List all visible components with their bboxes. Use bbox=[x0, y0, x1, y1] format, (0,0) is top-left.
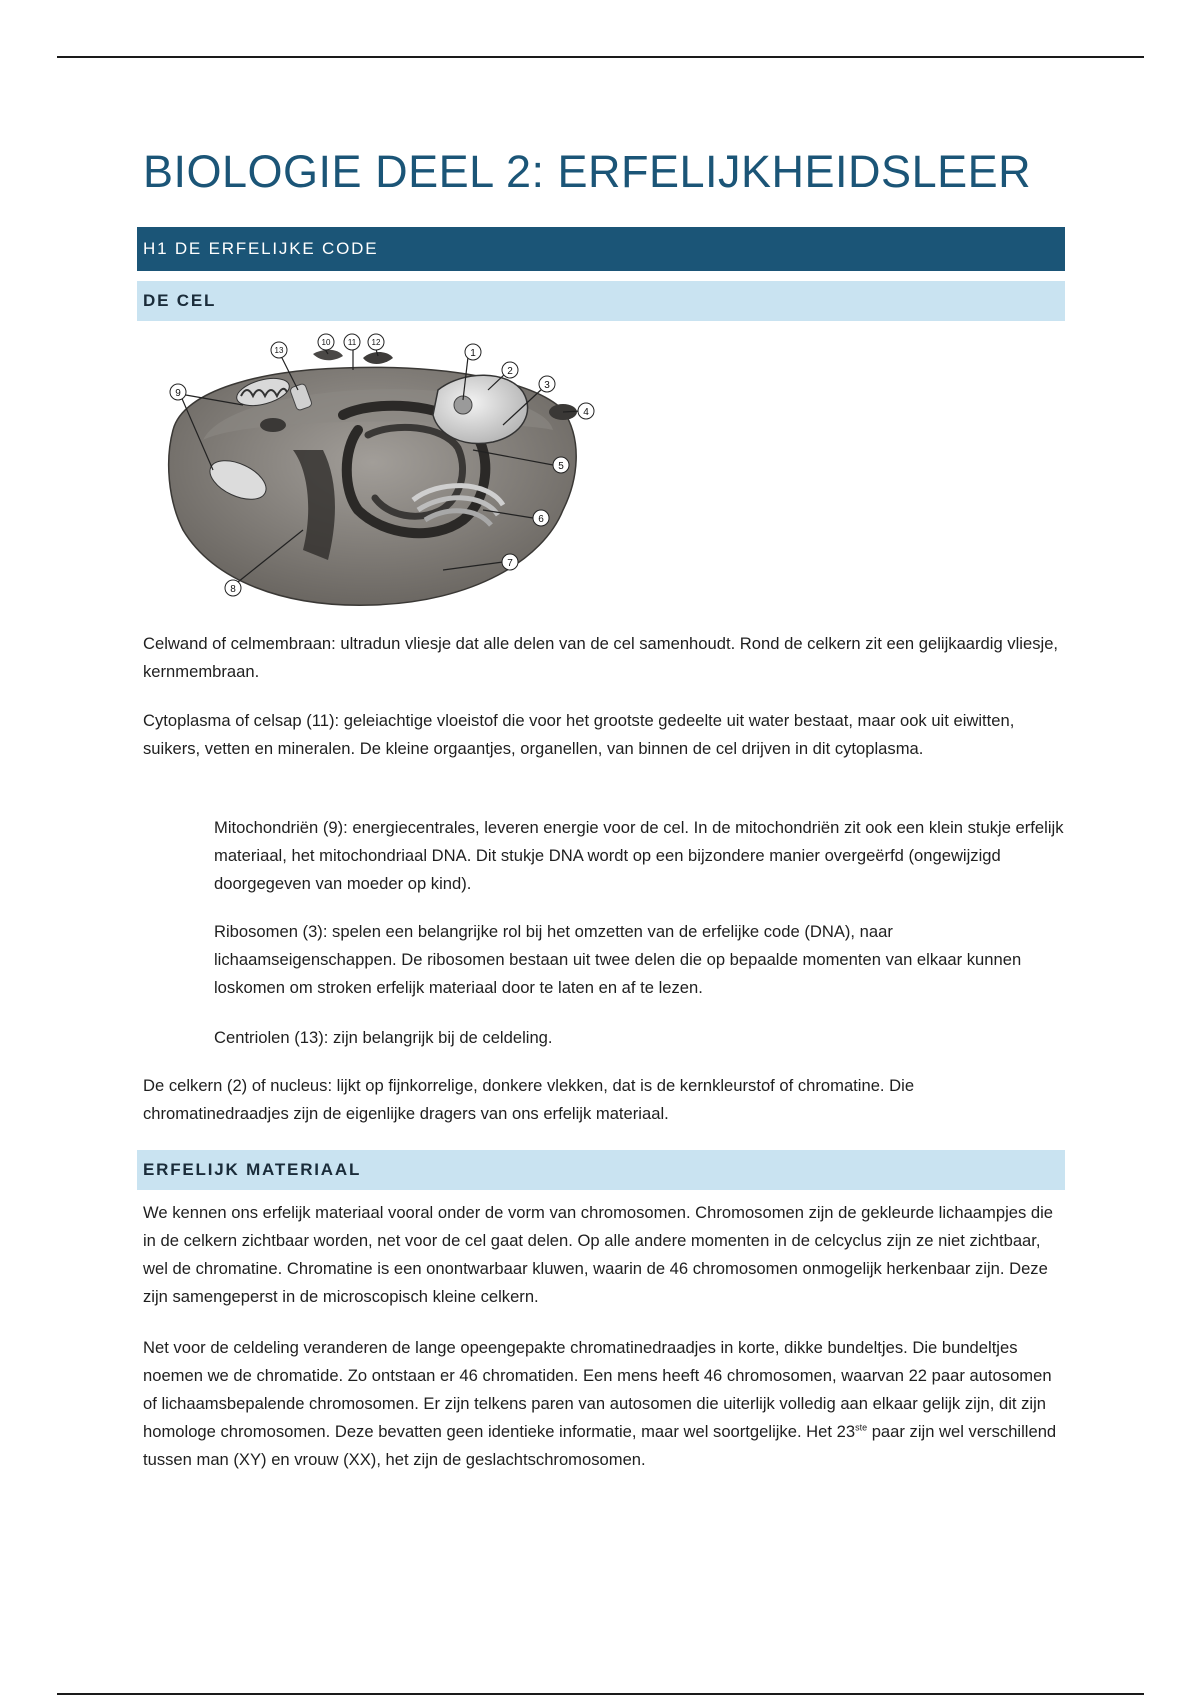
nucleus bbox=[433, 375, 528, 443]
figure-label: 7 bbox=[507, 558, 513, 569]
header-rule bbox=[57, 56, 1144, 58]
paragraph-celdeling bbox=[143, 1334, 1063, 1474]
figure-label: 6 bbox=[538, 514, 544, 525]
chapter-heading bbox=[137, 227, 1065, 271]
section-heading-cel bbox=[137, 281, 1065, 321]
chapter-heading-text: H1 DE ERFELIJKE CODE bbox=[143, 239, 379, 258]
paragraph-ribosomen: Ribosomen (3): spelen een belangrijke rol bij het omzetten van de erfelijke code (DNA), naar lichaamseigenschappen. De ribosomen bestaan uit twee delen die op bepaalde momenten van elkaar kunnen loskomen om stroken erfelijk materiaal door te laten en af te lezen. bbox=[214, 922, 1022, 997]
paragraph-celwand: Celwand of celmembraan: ultradun vliesje dat alle delen van de cel samenhoudt. Rond de celkern zit een gelijkaardig vliesje, kernmembraan. bbox=[143, 634, 1059, 681]
paragraph-celkern: De celkern (2) of nucleus: lijkt op fijnkorrelige, donkere vlekken, dat is de kernkleurstof of chromatine. Die chromatinedraadjes zijn de eigenlijke dragers van ons erfelijk materiaal. bbox=[143, 1076, 915, 1123]
figure-label: 5 bbox=[558, 461, 564, 472]
figure-label: 4 bbox=[583, 407, 589, 418]
figure-label: 3 bbox=[544, 380, 550, 391]
paragraph-mitochondrien: Mitochondriën (9): energiecentrales, leveren energie voor de cel. In de mitochondriën zit ook een klein stukje erfelijk materiaal, het mitochondriaal DNA. Dit stukje DNA wordt op een bijzondere manier overgeërfd (ongewijzigd doorgegeven van moeder op kind). bbox=[214, 818, 1064, 893]
figure-label: 11 bbox=[347, 338, 357, 347]
paragraph-centriolen: Centriolen (13): zijn belangrijk bij de celdeling. bbox=[214, 1028, 553, 1047]
figure-label: 9 bbox=[175, 388, 181, 399]
figure-label: 10 bbox=[321, 338, 331, 347]
figure-label: 1 bbox=[470, 348, 476, 359]
section-heading-materiaal-text: ERFELIJK MATERIAAL bbox=[143, 1160, 362, 1179]
paragraph-cytoplasma: Cytoplasma of celsap (11): geleiachtige vloeistof die voor het grootste gedeelte uit water bestaat, maar ook uit eiwitten, suikers, vetten en mineralen. De kleine orgaantjes, organellen, van binnen de cel drijven in dit cytoplasma. bbox=[143, 711, 1015, 758]
figure-label: 12 bbox=[371, 338, 381, 347]
paragraph-celdeling-text-b: paar zijn wel verschillend tussen man (XY) en vrouw (XX), het zijn de geslachtschromosomen. bbox=[143, 1422, 1057, 1469]
figure-label: 8 bbox=[230, 584, 236, 595]
paragraph-chromosomen: We kennen ons erfelijk materiaal vooral onder de vorm van chromosomen. Chromosomen zijn de gekleurde lichaampjes die in de celkern zichtbaar worden, net voor de cel gaat delen. Op alle andere momenten in de celcyclus zijn ze niet zichtbaar, wel de chromatine. Chromatine is een onontwarbaar kluwen, waarin de 46 chromosomen onmogelijk herkenbaar zijn. Deze zijn samengeperst in de microscopisch kleine celkern. bbox=[143, 1203, 1054, 1306]
section-heading-cel-text: DE CEL bbox=[143, 291, 217, 310]
figure-label: 13 bbox=[274, 346, 284, 355]
paragraph-celdeling-text-a: Net voor de celdeling veranderen de lange opeengepakte chromatinedraadjes in korte, dikke bundeltjes. Die bundeltjes noemen we de chromatide. Zo ontstaan er 46 chromatiden. Een mens heeft 46 chromosomen, waarvan 22 paar autosomen of lichaamsbepalende chromosomen. Er zijn telkens paren van autosomen die uiterlijk volledig aan elkaar gelijk zijn, dit zijn homologe chromosomen. Deze bevatten geen identieke informatie, maar wel soortgelijke. Het 23 bbox=[143, 1338, 1052, 1441]
superscript-ste: ste bbox=[855, 1422, 868, 1433]
cell-diagram bbox=[143, 330, 643, 610]
page-title: BIOLOGIE DEEL 2: ERFELIJKHEIDSLEER bbox=[143, 146, 1032, 197]
figure-label: 2 bbox=[507, 366, 513, 377]
section-heading-materiaal bbox=[137, 1150, 1065, 1190]
footer-rule bbox=[57, 1693, 1144, 1695]
